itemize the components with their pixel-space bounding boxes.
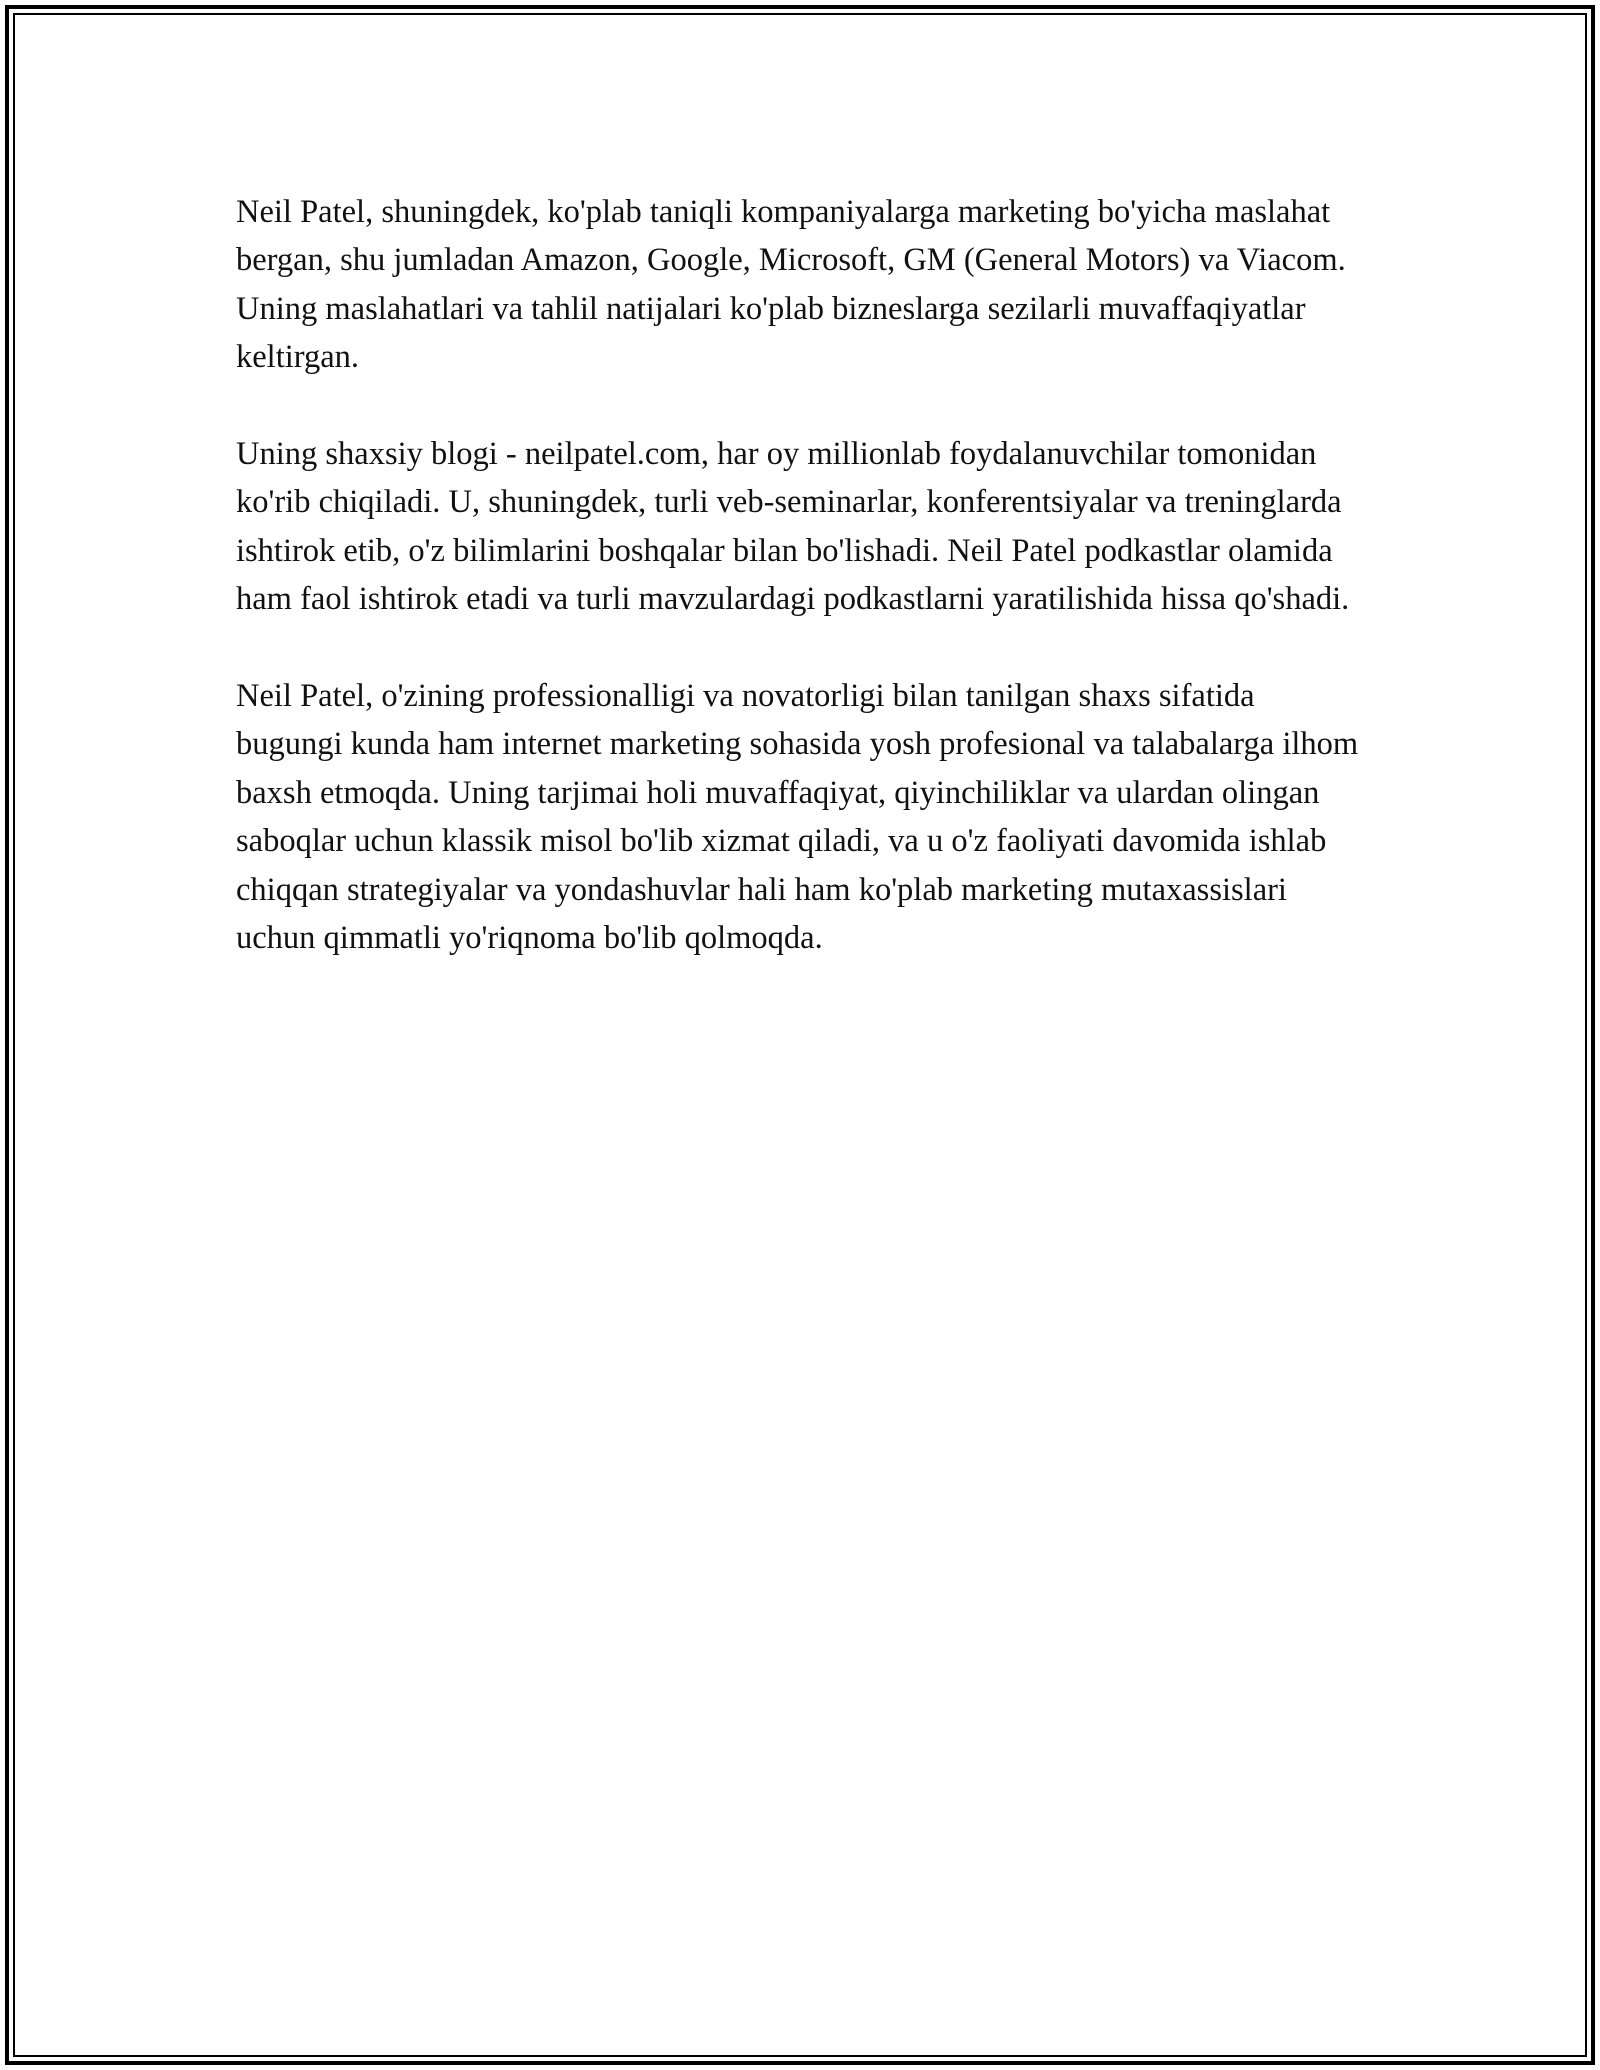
paragraph-3: Neil Patel, o'zining professionalligi va novatorligi bilan tanilgan shaxs sifatida bugungi kunda ham internet marketing sohasida yosh profesional va talabalarga ilhom baxsh etmoqda. Uning tarjimai holi muvaffaqiyat, qiyinchiliklar va ulardan olingan saboqlar uchun klassik misol bo'lib xizmat qiladi, va u o'z faoliyati davomida ishlab chiqqan strategiyalar va yondashuvlar hali ham ko'plab marketing mutaxassislari uchun qimmatli yo'riqnoma bo'lib qolmoqda. [236, 678, 1359, 957]
document-body [236, 188, 1366, 1011]
paragraph-2: Uning shaxsiy blogi - neilpatel.com, har oy millionlab foydalanuvchilar tomonidan ko'rib chiqiladi. U, shuningdek, turli veb-seminarlar, konferentsiyalar va treninglarda ishtirok etib, o'z bilimlarini boshqalar bilan bo'lishadi. Neil Patel podkastlar olamida ham faol ishtirok etadi va turli mavzulardagi podkastlarni yaratilishida hissa qo'shadi. [236, 436, 1350, 618]
paragraph-1: Neil Patel, shuningdek, ko'plab taniqli kompaniyalarga marketing bo'yicha maslahat bergan, shu jumladan Amazon, Google, Microsoft, GM (General Motors) va Viacom. Uning maslahatlari va tahlil natijalari ko'plab bizneslarga sezilarli muvaffaqiyatlar keltirgan. [236, 194, 1346, 376]
